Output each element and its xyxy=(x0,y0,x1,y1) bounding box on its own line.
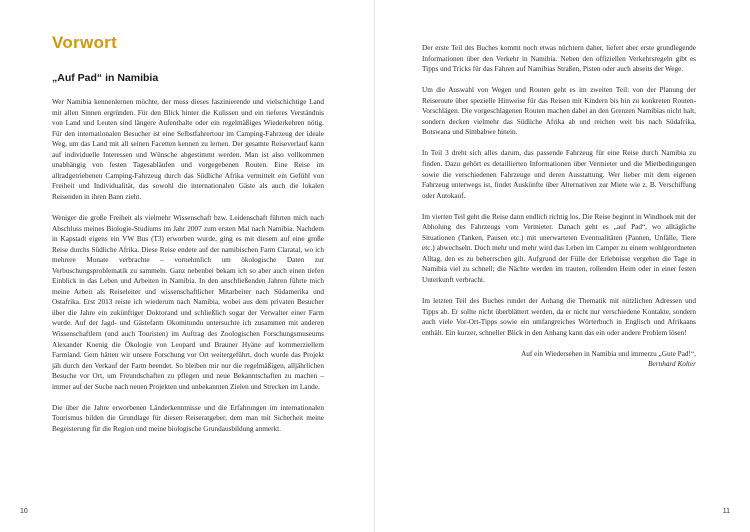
paragraph: Um die Auswahl von Wegen und Routen geht es im zweiten Teil: von der Planung der Reiseroute über spezielle Hinweise für das Reisen mit Kindern bis hin zu konkreten Routen-Vorschlägen. Die vorgeschlagenen Routen machen dabei an den Grenzen Namibias nicht halt, sondern decken vielmehr das Südliche Afrika ab und reichen weit bis nach Südafrika, Botswana und Simbabwe hinein. xyxy=(422,86,696,137)
left-text-column xyxy=(52,97,324,445)
paragraph: Der erste Teil des Buches kommt noch etwas nüchtern daher, liefert aber erste grundlegende Informationen über den Verkehr in Namibia. Neben den offiziellen Verkehrsregeln gibt es Tipps und Tricks für das Fahren auf Namibias Straßen, Pisten oder auch abseits der Wege. xyxy=(422,44,696,74)
author-signature: Bernhard Kolter xyxy=(648,360,696,369)
section-subtitle: „Auf Pad“ in Namibia xyxy=(52,72,159,84)
page-number: 10 xyxy=(20,508,28,515)
paragraph: In Teil 3 dreht sich alles darum, das passende Fahrzeug für eine Reise durch Namibia zu finden. Dazu gehört es detaillierten Informationen über Vermieter und die Mietbedingungen sowie die verschiedenen Fahrzeuge und deren Ausstattung. Wer lieber mit dem eigenen Fahrzeug unterwegs ist, findet Auskünfte über Alternativen zur Miete wie z. B. Verschiffung oder Autokauf. xyxy=(422,149,696,200)
paragraph: Weniger die große Freiheit als vielmehr Wissenschaft bzw. Leidenschaft führten mich nach Abschluss meines Biologie-Studiums im Jahr 2007 zum ersten Mal nach Namibia. Nachdem in Kapstadt eigens ein VW Bus (T3) erworben wurde, ging es mit diesem auf eine große Reise durchs Südliche Afrika. Diese Reise endete auf der namibischen Farm Claratal, wo ich mehrere Monate verbrachte – vornehmlich um ökologische Daten zur Verbuschungsproblematik zu sammeln. Ganz nebenbei bekam ich so aber auch einen tiefen Einblick in das Leben und Arbeiten in Namibia. In den anschließenden Jahren führte mich meine Arbeit als Reiseleiter und wissenschaftlicher Mitarbeiter nach Südamerika und Ostafrika. Erst 2013 reiste ich wiederum nach Namibia, wobei aus dem privaten Besucher über die Jahre ein zukünftiger Doktorand und schließlich sogar der Verwalter einer Farm wurde. Auf der Jagd- und Gästefarm Okomitundu untersuchte ich zusammen mit anderen Wissenschaftlern (und auch Touristen) im Auftrag des Zoologischen Forschungsmuseums Alexander Koenig die Ökologie von Leopard und Brauner Hyäne auf kommerziellem Farmland. Gern hätten wir unsere Forschung vor Ort weitergeführt, doch wurde das Projekt jäh durch den Verkauf der Farm beendet. So bleiben mir nur die regelmäßigen, alljährlichen Besuche vor Ort, um Freundschaften zu pflegen und neue Bekanntschaften zu machen – immer auf der Suche nach neuen Projekten und unbekannten Zielen und Strecken im Lande. xyxy=(52,214,324,391)
right-text-column xyxy=(422,43,696,370)
paragraph: Wer Namibia kennenlernen möchte, der muss dieses faszinierende und vielschichtige Land mit allen Sinnen ergründen. Für den Blick hinter die Kulissen und ein tieferes Verständnis von Land und Leuten sind längere Aufenthalte oder ein regelmäßiges Wiederkehren nötig. Für den internationalen Besucher ist eine Selbstfahrertour im Camping-Fahrzeug der ideale Weg, um das Land mit all seinen Facetten kennen zu lernen. Der gesamte Reiseverlauf kann auf individuelle Interessen und Wünsche abgestimmt werden. Man ist also vollkommen unabhängig von festen Tagesabläufen und vorgegebenen Routen. Eine Reise im allradgetriebenen Camping-Fahrzeug durch das Südliche Afrika vermittelt ein Gefühl von Freiheit und Individualität, das sowohl die internationalen Gäste als auch die lokalen Reisenden in ihren Bann zieht. xyxy=(52,98,324,201)
right-page xyxy=(375,0,750,532)
page-number: 11 xyxy=(722,508,730,515)
page-title: Vorwort xyxy=(52,33,118,52)
paragraph: Im letzten Teil des Buches rundet der Anhang die Thematik mit nützlichen Adressen und Tipps ab. Er sollte nicht überblättert werden, da er nicht nur verschiedene Kontakte, sondern auch viele Vor-Ort-Tipps sowie ein umfangreiches Wörterbuch in Englisch und Afrikaans enthält. Ein kurzer, schneller Blick in den Anhang kann das ein oder andere Problem lösen! xyxy=(422,297,696,337)
paragraph: Die über die Jahre erworbenen Länderkenntnisse und die Erfahrungen im internationalen Tourismus bilden die Grundlage für diesen Reiseratgeber, dem man mit Sicherheit meine Begeisterung für die Region und meine biologische Grundausbildung anmerkt. xyxy=(52,403,324,433)
closing-line: Auf ein Wiedersehen in Namibia und immerzu „Gute Pad!“, xyxy=(521,349,696,358)
paragraph: Im vierten Teil geht die Reise dann endlich richtig los. Die Reise beginnt in Windhoek mit der Abholung des Fahrzeugs vom Vermieter. Danach geht es „auf Pad“, wo alltägliche Situationen (Tanken, Pausen etc.) mit unerwarteten Eventualitäten (Pannen, Unfälle, Tiere etc.) abwechseln. Doch mehr und mehr wird das Leben im Camper zu einem wohlgeordneten Alltag, den es zu beherrschen gilt. Aufgrund der Fülle der Erlebnisse vergehen die Tage in Namibia viel zu schnell; die Nächte werden im trauten, rollenden Heim oder in einer festen Unterkunft verbracht. xyxy=(422,212,696,285)
